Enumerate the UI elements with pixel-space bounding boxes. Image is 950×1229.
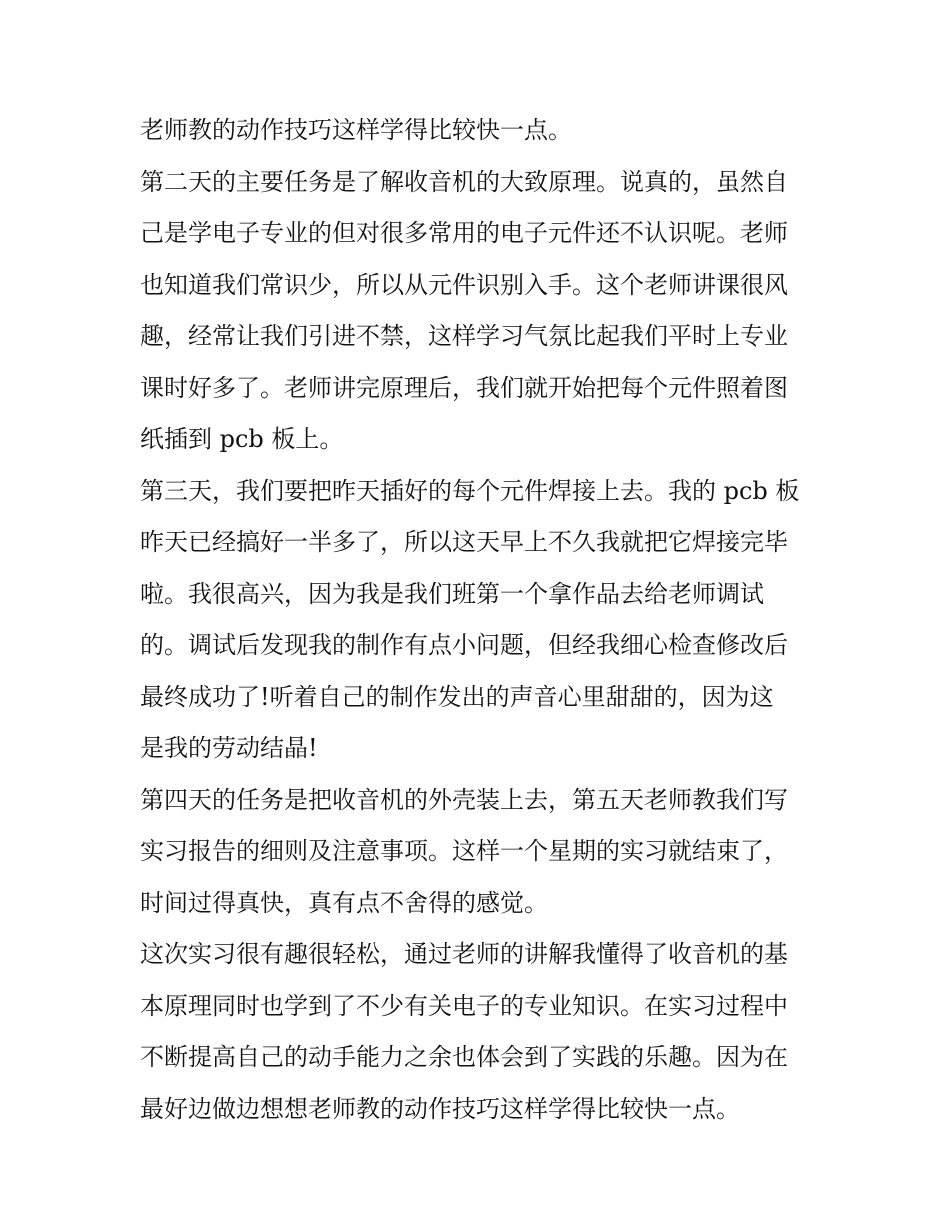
text-line: 最好边做边想想老师教的动作技巧这样学得比较快一点。: [140, 1094, 740, 1123]
text-line: 是我的劳动结晶!: [140, 734, 318, 762]
text-line: 时间过得真快，真有点不舍得的感觉。: [140, 888, 548, 917]
text-line: 最终成功了!听着自己的制作发出的声音心里甜甜的，因为这: [140, 682, 774, 711]
text-line: 啦。我很高兴，因为我是我们班第一个拿作品去给老师调试: [140, 579, 764, 608]
text-line: 昨天已经搞好一半多了，所以这天早上不久我就把它焊接完毕: [140, 528, 788, 556]
document-body: [140, 108, 830, 1138]
text-line: 不断提高自己的动手能力之余也体会到了实践的乐趣。因为在: [140, 1043, 788, 1071]
text-line: 趣，经常让我们引进不禁，这样学习气氛比起我们平时上专业: [140, 322, 788, 350]
text-line: 第二天的主要任务是了解收音机的大致原理。说真的，虽然自: [140, 167, 788, 196]
text-line: 第三天，我们要把昨天插好的每个元件焊接上去。我的 pcb 板: [140, 476, 800, 505]
text-line: 这次实习很有趣很轻松，通过老师的讲解我懂得了收音机的基: [140, 940, 788, 968]
text-line: 实习报告的细则及注意事项。这样一个星期的实习就结束了，: [140, 837, 788, 865]
text-line: 第四天的任务是把收音机的外壳装上去，第五天老师教我们写: [140, 785, 788, 814]
text-line: 纸插到 pcb 板上。: [140, 425, 344, 453]
text-line: 也知道我们常识少，所以从元件识别入手。这个老师讲课很风: [140, 270, 788, 299]
text-line: 老师教的动作技巧这样学得比较快一点。: [140, 116, 572, 144]
text-line: 课时好多了。老师讲完原理后，我们就开始把每个元件照着图: [140, 373, 788, 402]
text-line: 己是学电子专业的但对很多常用的电子元件还不认识呢。老师: [140, 219, 788, 247]
text-line: 的。调试后发现我的制作有点小问题，但经我细心检查修改后: [140, 631, 788, 659]
text-line: 本原理同时也学到了不少有关电子的专业知识。在实习过程中: [140, 991, 788, 1020]
